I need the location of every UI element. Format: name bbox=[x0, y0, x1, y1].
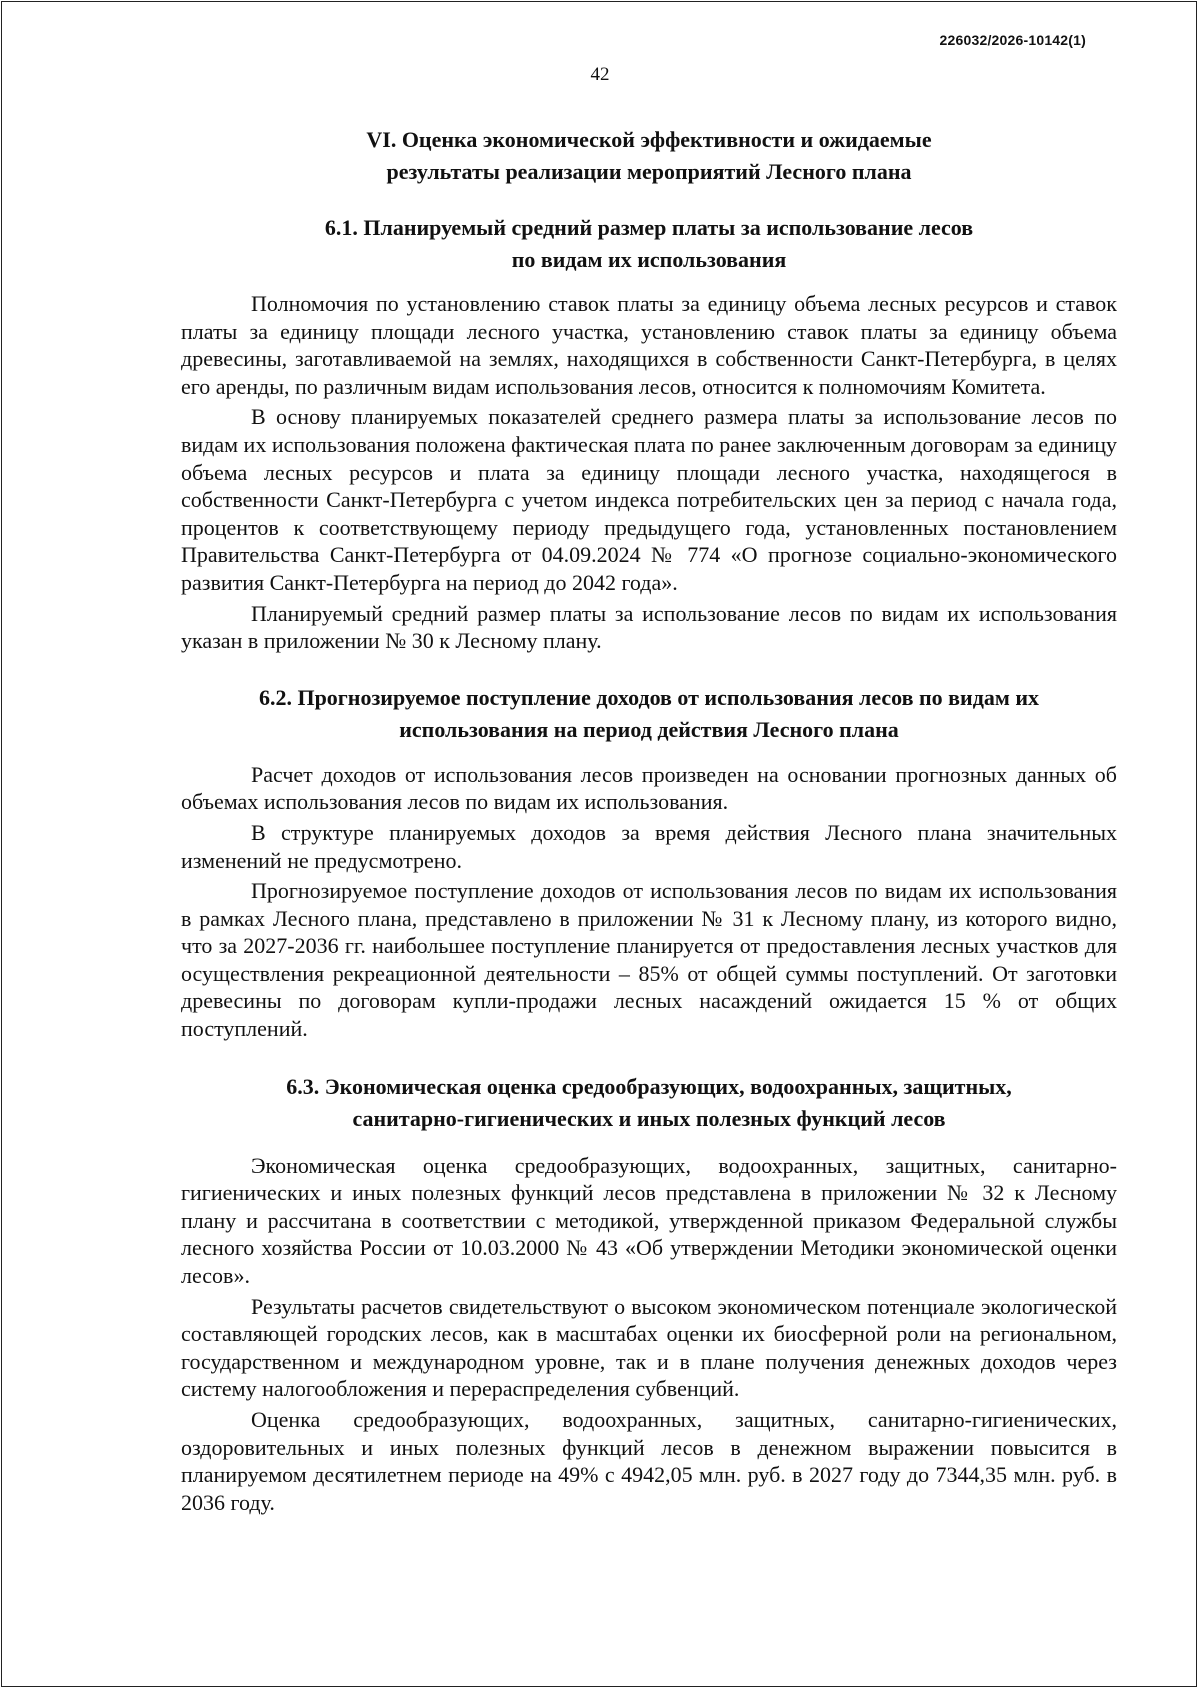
section-heading bbox=[181, 682, 1117, 746]
chapter-heading bbox=[181, 124, 1117, 188]
section-heading-line-1: 6.3. Экономическая оценка средообразующих, водоохранных, защитных, bbox=[286, 1073, 1012, 1099]
document-id: 226032/2026-10142(1) bbox=[939, 32, 1086, 48]
document-body bbox=[181, 118, 1117, 1516]
paragraph: Экономическая оценка средообразующих, водоохранных, защитных, санитарно-гигиенических и иных полезных функций лесов представлена в приложении № 32 к Лесному плану и рассчитана в соответствии с методикой, утвержденной приказом Федеральной службы лесного хозяйства России от 10.03.2000 № 43 «Об утверждении Методики экономической оценки лесов». bbox=[181, 1152, 1117, 1289]
section-heading-line-2: по видам их использования bbox=[511, 247, 787, 272]
section-heading bbox=[181, 1071, 1117, 1135]
paragraph: Прогнозируемое поступление доходов от использования лесов по видам их использования в рамках Лесного плана, представлено в приложении № 31 к Лесному плану, из которого видно, что за 2027-2036 гг. наибольшее поступление планируется от предоставления лесных участков для осуществления рекреационной деятельности – 85% от общей суммы поступлений. От заготовки древесины по договорам купли-продажи лесных насаждений ожидается 15 % от общих поступлений. bbox=[181, 878, 1117, 1042]
chapter-heading-line-1: VI. Оценка экономической эффективности и ожидаемые bbox=[366, 127, 932, 152]
chapter-heading-line-2: результаты реализации мероприятий Лесного плана bbox=[386, 159, 912, 184]
paragraph: В структуре планируемых доходов за время действия Лесного плана значительных изменений не предусмотрено. bbox=[181, 819, 1117, 873]
paragraph: Оценка средообразующих, водоохранных, защитных, санитарно-гигиенических, оздоровительных и иных полезных функций лесов в денежном выражении повысится в планируемом десятилетнем периоде на 49% с 4942,05 млн. руб. в 2027 году до 7344,35 млн. руб. в 2036 году. bbox=[181, 1407, 1117, 1515]
paragraph: Результаты расчетов свидетельствуют о высоком экономическом потенциале экологической составляющей городских лесов, как в масштабах оценки их биосферной роли на региональном, государственном и международном уровне, так и в плане получения денежных доходов через систему налогообложения и перераспределения субвенций. bbox=[181, 1293, 1117, 1402]
section-6-3 bbox=[181, 1071, 1117, 1517]
paragraph: Расчет доходов от использования лесов произведен на основании прогнозных данных об объемах использования лесов по видам их использования. bbox=[181, 761, 1117, 815]
section-heading bbox=[181, 212, 1117, 276]
section-heading-line-1: 6.1. Планируемый средний размер платы за использование лесов bbox=[324, 215, 974, 240]
section-6-1 bbox=[181, 212, 1117, 655]
section-heading-line-2: использования на период действия Лесного плана bbox=[399, 716, 899, 742]
page-number: 42 bbox=[590, 64, 610, 85]
paragraph: Полномочия по установлению ставок платы за единицу объема лесных ресурсов и ставок платы за единицу площади лесного участка, установлению ставок платы за единицу объема древесины, заготавливаемой на землях, находящихся в собственности Санкт-Петербурга, в целях его аренды, по различным видам использования лесов, относится к полномочиям Комитета. bbox=[181, 291, 1117, 399]
paragraph: В основу планируемых показателей среднего размера платы за использование лесов по видам их использования положена фактическая плата по ранее заключенным договорам за единицу объема лесных ресурсов и плата за единицу площади лесного участка, находящегося в собственности Санкт-Петербурга с учетом индекса потребительских цен за период с начала года, процентов к соответствующему периоду предыдущего года, установленных постановлением Правительства Санкт-Петербурга от 04.09.2024 № 774 «О прогнозе социально-экономического развития Санкт-Петербурга на период до 2042 года». bbox=[181, 404, 1117, 595]
section-heading-line-1: 6.2. Прогнозируемое поступление доходов от использования лесов по видам их bbox=[258, 684, 1040, 710]
section-6-2 bbox=[181, 682, 1117, 1043]
section-heading-line-2: санитарно-гигиенических и иных полезных функций лесов bbox=[352, 1105, 946, 1131]
paragraph: Планируемый средний размер платы за использование лесов по видам их использования указан в приложении № 30 к Лесному плану. bbox=[181, 600, 1117, 654]
